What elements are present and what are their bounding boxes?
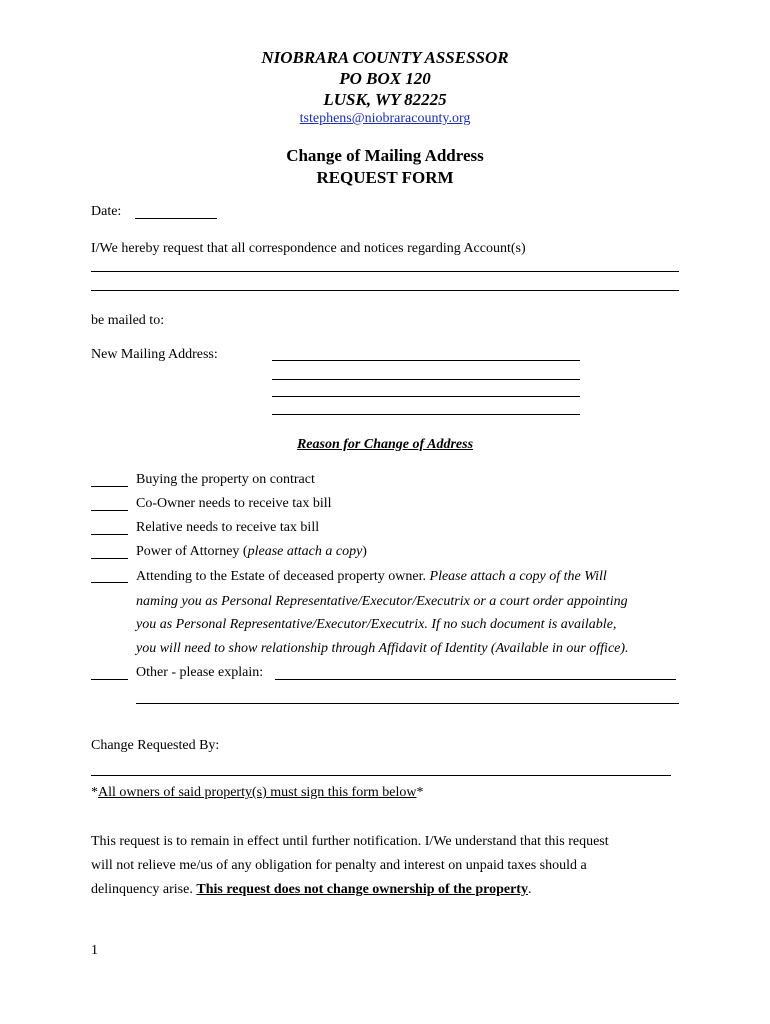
form-title: Change of Mailing Address: [286, 146, 484, 165]
reason-3-label: Relative needs to receive tax bill: [136, 520, 320, 535]
reason-4-main: Power of Attorney (: [136, 544, 248, 559]
account-line-1[interactable]: [91, 271, 679, 272]
reason-checkbox-2[interactable]: [91, 510, 128, 511]
address-line-2[interactable]: [272, 379, 580, 380]
city-state-zip: LUSK, WY 82225: [323, 90, 447, 109]
disclaimer-line-2: will not relieve me/us of any obligation for penalty and interest on unpaid taxes should a: [91, 858, 587, 873]
other-explain-line-2[interactable]: [136, 703, 679, 704]
address-line-3[interactable]: [272, 396, 580, 397]
reason-1-label: Buying the property on contract: [136, 472, 315, 487]
reason-checkbox-3[interactable]: [91, 534, 128, 535]
mailed-to-label: be mailed to:: [91, 313, 165, 328]
office-name: NIOBRARA COUNTY ASSESSOR: [261, 48, 509, 67]
reason-checkbox-1[interactable]: [91, 486, 128, 487]
reason-6-label: Other - please explain:: [136, 665, 264, 680]
date-field[interactable]: [135, 218, 217, 219]
address-line-4[interactable]: [272, 414, 580, 415]
ownership-warning: This request does not change ownership of the property: [196, 882, 528, 897]
reason-title: Reason for Change of Address: [296, 437, 474, 452]
po-box: PO BOX 120: [339, 69, 431, 88]
disclaimer-line-3: [91, 882, 531, 898]
disclaimer-line-1: This request is to remain in effect until further notification. I/We understand that this request: [91, 834, 609, 849]
address-line-1[interactable]: [272, 360, 580, 361]
reason-5-line-2: naming you as Personal Representative/Executor/Executrix or a court order appointing: [136, 594, 628, 609]
change-requested-label: Change Requested By:: [91, 738, 220, 753]
reason-checkbox-6[interactable]: [91, 679, 128, 680]
request-text: I/We hereby request that all correspondence and notices regarding Account(s): [91, 241, 526, 256]
reason-checkbox-5[interactable]: [91, 582, 128, 583]
reason-4-close: ): [362, 544, 367, 559]
reason-5-label: [136, 569, 607, 585]
other-explain-line-1[interactable]: [275, 679, 676, 680]
form-subtitle: REQUEST FORM: [316, 168, 454, 187]
reason-5-main: Attending to the Estate of deceased property owner.: [136, 569, 430, 584]
reason-4-label: [136, 544, 367, 560]
reason-checkbox-4[interactable]: [91, 558, 128, 559]
owners-note: [91, 785, 423, 801]
reason-5-line-4: you will need to show relationship through Affidavit of Identity (Available in our office).: [136, 641, 629, 656]
owners-note-suffix: *: [416, 785, 424, 800]
reason-5-italic: Please attach a copy of the Will: [429, 569, 607, 584]
page-number: 1: [91, 943, 98, 958]
signature-line[interactable]: [91, 775, 671, 776]
email-link[interactable]: tstephens@niobraracounty.org: [299, 111, 471, 126]
disclaimer-line-3-prefix: delinquency arise.: [91, 882, 197, 897]
reason-2-label: Co-Owner needs to receive tax bill: [136, 496, 332, 511]
disclaimer-line-3-suffix: .: [527, 882, 532, 897]
reason-5-line-3: you as Personal Representative/Executor/Executrix. If no such document is available,: [136, 617, 617, 632]
owners-note-prefix: *: [91, 785, 98, 800]
date-label: Date:: [91, 204, 122, 219]
owners-note-text: All owners of said property(s) must sign this form below: [98, 785, 417, 800]
account-line-2[interactable]: [91, 290, 679, 291]
reason-4-italic: please attach a copy: [247, 544, 363, 559]
new-address-label: New Mailing Address:: [91, 347, 218, 362]
